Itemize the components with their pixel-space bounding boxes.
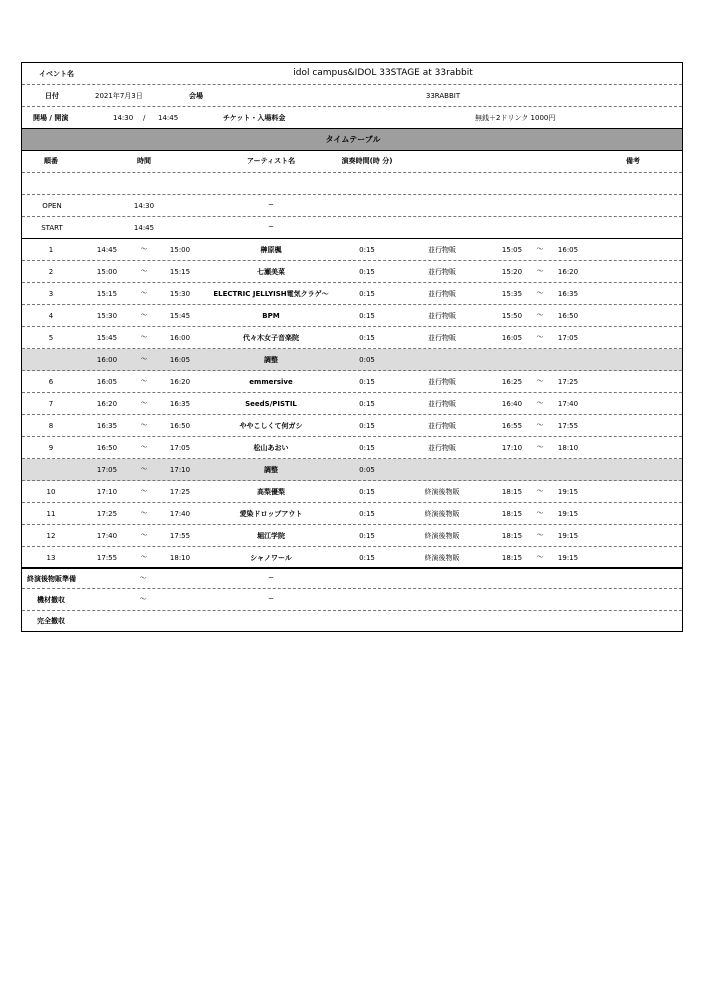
row-sales-tilde: 〜 xyxy=(536,245,544,253)
row-sales-tilde: 〜 xyxy=(536,289,544,297)
row-artist: 代々木女子音楽院 xyxy=(243,334,299,342)
row-sales-start: 16:05 xyxy=(501,334,523,342)
row-sales-start: 16:40 xyxy=(501,400,523,408)
row-tilde: 〜 xyxy=(140,267,148,275)
row-start-time: 16:35 xyxy=(96,422,118,430)
row-sales-end: 19:15 xyxy=(557,510,579,518)
row-end-time: 16:50 xyxy=(169,422,191,430)
row-start-time: 15:15 xyxy=(96,290,118,298)
row-start-time: 17:05 xyxy=(96,466,118,474)
start-row-dash: ─ xyxy=(268,223,274,231)
row-sales-type: 並行物販 xyxy=(428,246,456,254)
row-sales-tilde: 〜 xyxy=(536,487,544,495)
row-sales-tilde: 〜 xyxy=(536,553,544,561)
venue-label: 会場 xyxy=(189,92,203,100)
row-sales-tilde: 〜 xyxy=(536,377,544,385)
row-artist: 榊原楓 xyxy=(260,246,282,254)
row-sales-type: 終演後物販 xyxy=(424,532,460,540)
row-number: 11 xyxy=(46,510,56,518)
row-start-time: 15:00 xyxy=(96,268,118,276)
timetable-title-bar xyxy=(22,129,682,151)
row-sales-end: 19:15 xyxy=(557,554,579,562)
performance-row xyxy=(22,525,682,547)
row-sales-start: 18:15 xyxy=(501,532,523,540)
row-start-time: 17:25 xyxy=(96,510,118,518)
row-sales-end: 18:10 xyxy=(557,444,579,452)
row-sales-type: 終演後物販 xyxy=(424,488,460,496)
row-end-time: 15:15 xyxy=(169,268,191,276)
performance-row xyxy=(22,283,682,305)
row-number: 7 xyxy=(48,400,54,408)
row-sales-end: 17:40 xyxy=(557,400,579,408)
row-number: 13 xyxy=(46,554,56,562)
open-row-time: 14:30 xyxy=(133,202,155,210)
start-time: 14:45 xyxy=(158,114,179,122)
row-number: 2 xyxy=(48,268,54,276)
row-start-time: 17:40 xyxy=(96,532,118,540)
row-sales-end: 19:15 xyxy=(557,488,579,496)
row-artist: ELECTRIC JELLYISH電気クラゲ〜 xyxy=(213,290,329,298)
performance-row xyxy=(22,503,682,525)
row-end-time: 16:35 xyxy=(169,400,191,408)
row-sales-tilde: 〜 xyxy=(536,311,544,319)
row-number: 10 xyxy=(46,488,56,496)
ticket-label: チケット・入場料金 xyxy=(223,114,286,122)
row-sales-end: 17:05 xyxy=(557,334,579,342)
row-artist: 愛染ドロップアウト xyxy=(239,510,303,518)
row-sales-end: 16:50 xyxy=(557,312,579,320)
open-row-dash: ─ xyxy=(268,201,274,209)
event-name-row xyxy=(22,63,682,85)
open-label: 開場 / 開演 xyxy=(33,114,69,122)
row-duration: 0:15 xyxy=(359,510,375,518)
row-artist: 松山あおい xyxy=(253,444,289,452)
row-tilde: 〜 xyxy=(140,553,148,561)
row-sales-tilde: 〜 xyxy=(536,443,544,451)
row-sales-end: 16:05 xyxy=(557,246,579,254)
row-duration: 0:05 xyxy=(359,466,375,474)
post-row-equipment-label: 機材撤収 xyxy=(37,596,65,604)
performance-row xyxy=(22,437,682,459)
col-notes: 備考 xyxy=(626,157,640,165)
row-sales-end: 16:35 xyxy=(557,290,579,298)
row-artist: ややこしくて何ガシ xyxy=(239,422,303,430)
row-duration: 0:15 xyxy=(359,312,375,320)
row-tilde: 〜 xyxy=(140,421,148,429)
row-start-time: 15:45 xyxy=(96,334,118,342)
row-sales-end: 17:55 xyxy=(557,422,579,430)
row-sales-end: 17:25 xyxy=(557,378,579,386)
date-label: 日付 xyxy=(45,92,59,100)
row-end-time: 17:40 xyxy=(169,510,191,518)
venue-value: 33RABBIT xyxy=(425,92,461,100)
row-tilde: 〜 xyxy=(140,487,148,495)
row-sales-tilde: 〜 xyxy=(536,531,544,539)
row-tilde: 〜 xyxy=(140,465,148,473)
post-row-complete-label: 完全撤収 xyxy=(37,617,65,625)
row-sales-start: 15:35 xyxy=(501,290,523,298)
row-sales-start: 16:25 xyxy=(501,378,523,386)
row-sales-type: 並行物販 xyxy=(428,400,456,408)
date-value: 2021年7月3日 xyxy=(95,92,143,100)
row-number: 1 xyxy=(48,246,54,254)
row-start-time: 16:50 xyxy=(96,444,118,452)
row-number: 12 xyxy=(46,532,56,540)
row-start-time: 16:05 xyxy=(96,378,118,386)
row-sales-end: 16:20 xyxy=(557,268,579,276)
event-label: イベント名 xyxy=(39,70,74,78)
row-start-time: 16:20 xyxy=(96,400,118,408)
row-artist: シャノワール xyxy=(250,554,292,562)
row-duration: 0:15 xyxy=(359,444,375,452)
performance-row xyxy=(22,415,682,437)
row-sales-type: 並行物販 xyxy=(428,312,456,320)
row-sales-type: 並行物販 xyxy=(428,268,456,276)
row-tilde: 〜 xyxy=(140,531,148,539)
row-sales-start: 15:05 xyxy=(501,246,523,254)
row-tilde: 〜 xyxy=(140,311,148,319)
row-duration: 0:15 xyxy=(359,334,375,342)
row-end-time: 15:00 xyxy=(169,246,191,254)
row-end-time: 16:20 xyxy=(169,378,191,386)
row-duration: 0:15 xyxy=(359,400,375,408)
row-start-time: 17:55 xyxy=(96,554,118,562)
row-sales-type: 並行物販 xyxy=(428,334,456,342)
post-row-equipment-tilde: 〜 xyxy=(139,595,147,603)
row-duration: 0:15 xyxy=(359,378,375,386)
row-duration: 0:15 xyxy=(359,488,375,496)
row-sales-tilde: 〜 xyxy=(536,267,544,275)
row-duration: 0:15 xyxy=(359,246,375,254)
row-number: 6 xyxy=(48,378,54,386)
row-artist: 調整 xyxy=(264,356,278,364)
row-end-time: 16:00 xyxy=(169,334,191,342)
row-duration: 0:05 xyxy=(359,356,375,364)
row-tilde: 〜 xyxy=(140,443,148,451)
post-row-equipment xyxy=(22,589,682,611)
post-row-complete xyxy=(22,611,682,631)
start-row-label: START xyxy=(41,224,63,232)
performance-row xyxy=(22,239,682,261)
performance-row xyxy=(22,371,682,393)
timetable-title: タイムテーブル xyxy=(325,135,381,144)
row-end-time: 17:05 xyxy=(169,444,191,452)
post-row-equipment-dash: ─ xyxy=(268,595,274,603)
open-row-label: OPEN xyxy=(42,202,62,210)
performance-row xyxy=(22,261,682,283)
row-sales-tilde: 〜 xyxy=(536,399,544,407)
row-end-time: 18:10 xyxy=(169,554,191,562)
row-sales-start: 17:10 xyxy=(501,444,523,452)
adjustment-row xyxy=(22,459,682,481)
row-end-time: 17:55 xyxy=(169,532,191,540)
open-start-row xyxy=(22,107,682,129)
row-artist: 七瀬美菜 xyxy=(257,268,285,276)
row-artist: BPM xyxy=(262,312,280,320)
ticket-value: 無銭＋2ドリンク 1000円 xyxy=(475,114,556,122)
performance-row xyxy=(22,547,682,569)
row-sales-tilde: 〜 xyxy=(536,333,544,341)
row-sales-tilde: 〜 xyxy=(536,509,544,517)
row-number: 5 xyxy=(48,334,54,342)
performance-row xyxy=(22,393,682,415)
row-artist: emmersive xyxy=(249,378,293,386)
row-sales-type: 終演後物販 xyxy=(424,510,460,518)
row-sales-tilde: 〜 xyxy=(536,421,544,429)
row-number: 9 xyxy=(48,444,54,452)
performance-row xyxy=(22,481,682,503)
row-duration: 0:15 xyxy=(359,554,375,562)
row-duration: 0:15 xyxy=(359,532,375,540)
row-end-time: 16:05 xyxy=(169,356,191,364)
open-time: 14:30 xyxy=(113,114,134,122)
row-artist: 堀江学院 xyxy=(257,532,285,540)
row-start-time: 15:30 xyxy=(96,312,118,320)
row-number: 3 xyxy=(48,290,54,298)
row-tilde: 〜 xyxy=(140,509,148,517)
row-sales-type: 終演後物販 xyxy=(424,554,460,562)
col-artist: アーティスト名 xyxy=(246,157,296,165)
row-sales-type: 並行物販 xyxy=(428,422,456,430)
post-row-prep-label: 終演後物販準備 xyxy=(27,575,76,583)
performance-row xyxy=(22,305,682,327)
row-end-time: 17:25 xyxy=(169,488,191,496)
row-tilde: 〜 xyxy=(140,355,148,363)
row-start-time: 17:10 xyxy=(96,488,118,496)
row-end-time: 15:30 xyxy=(169,290,191,298)
event-name: idol campus&IDOL 33STAGE at 33rabbit xyxy=(293,68,473,78)
row-sales-type: 並行物販 xyxy=(428,444,456,452)
row-artist: 調整 xyxy=(264,466,278,474)
col-order: 順番 xyxy=(44,157,58,165)
col-duration: 演奏時間(時 分) xyxy=(341,157,393,165)
performance-row xyxy=(22,327,682,349)
row-tilde: 〜 xyxy=(140,377,148,385)
row-sales-end: 19:15 xyxy=(557,532,579,540)
row-number: 8 xyxy=(48,422,54,430)
row-artist: SeedS/PISTIL xyxy=(245,400,297,408)
time-slash: / xyxy=(143,114,146,122)
row-duration: 0:15 xyxy=(359,290,375,298)
row-artist: 高梨優梨 xyxy=(257,488,285,496)
row-sales-type: 並行物販 xyxy=(428,290,456,298)
post-row-prep-tilde: 〜 xyxy=(139,574,147,582)
row-tilde: 〜 xyxy=(140,333,148,341)
timetable-sheet xyxy=(21,62,683,632)
start-row-time: 14:45 xyxy=(133,224,155,232)
row-tilde: 〜 xyxy=(140,245,148,253)
col-time: 時間 xyxy=(137,157,151,165)
row-end-time: 17:10 xyxy=(169,466,191,474)
start-row xyxy=(22,217,682,239)
row-tilde: 〜 xyxy=(140,289,148,297)
row-duration: 0:15 xyxy=(359,422,375,430)
row-tilde: 〜 xyxy=(140,399,148,407)
row-sales-start: 15:20 xyxy=(501,268,523,276)
row-sales-type: 並行物販 xyxy=(428,378,456,386)
open-row xyxy=(22,195,682,217)
row-sales-start: 15:50 xyxy=(501,312,523,320)
row-end-time: 15:45 xyxy=(169,312,191,320)
blank-row xyxy=(22,173,682,195)
column-header-row xyxy=(22,151,682,173)
post-row-prep-dash: ─ xyxy=(268,574,274,582)
row-number: 4 xyxy=(48,312,54,320)
adjustment-row xyxy=(22,349,682,371)
post-row-prep xyxy=(22,567,682,589)
row-start-time: 16:00 xyxy=(96,356,118,364)
row-start-time: 14:45 xyxy=(96,246,118,254)
date-row xyxy=(22,85,682,107)
row-duration: 0:15 xyxy=(359,268,375,276)
row-sales-start: 16:55 xyxy=(501,422,523,430)
row-sales-start: 18:15 xyxy=(501,488,523,496)
row-sales-start: 18:15 xyxy=(501,510,523,518)
row-sales-start: 18:15 xyxy=(501,554,523,562)
